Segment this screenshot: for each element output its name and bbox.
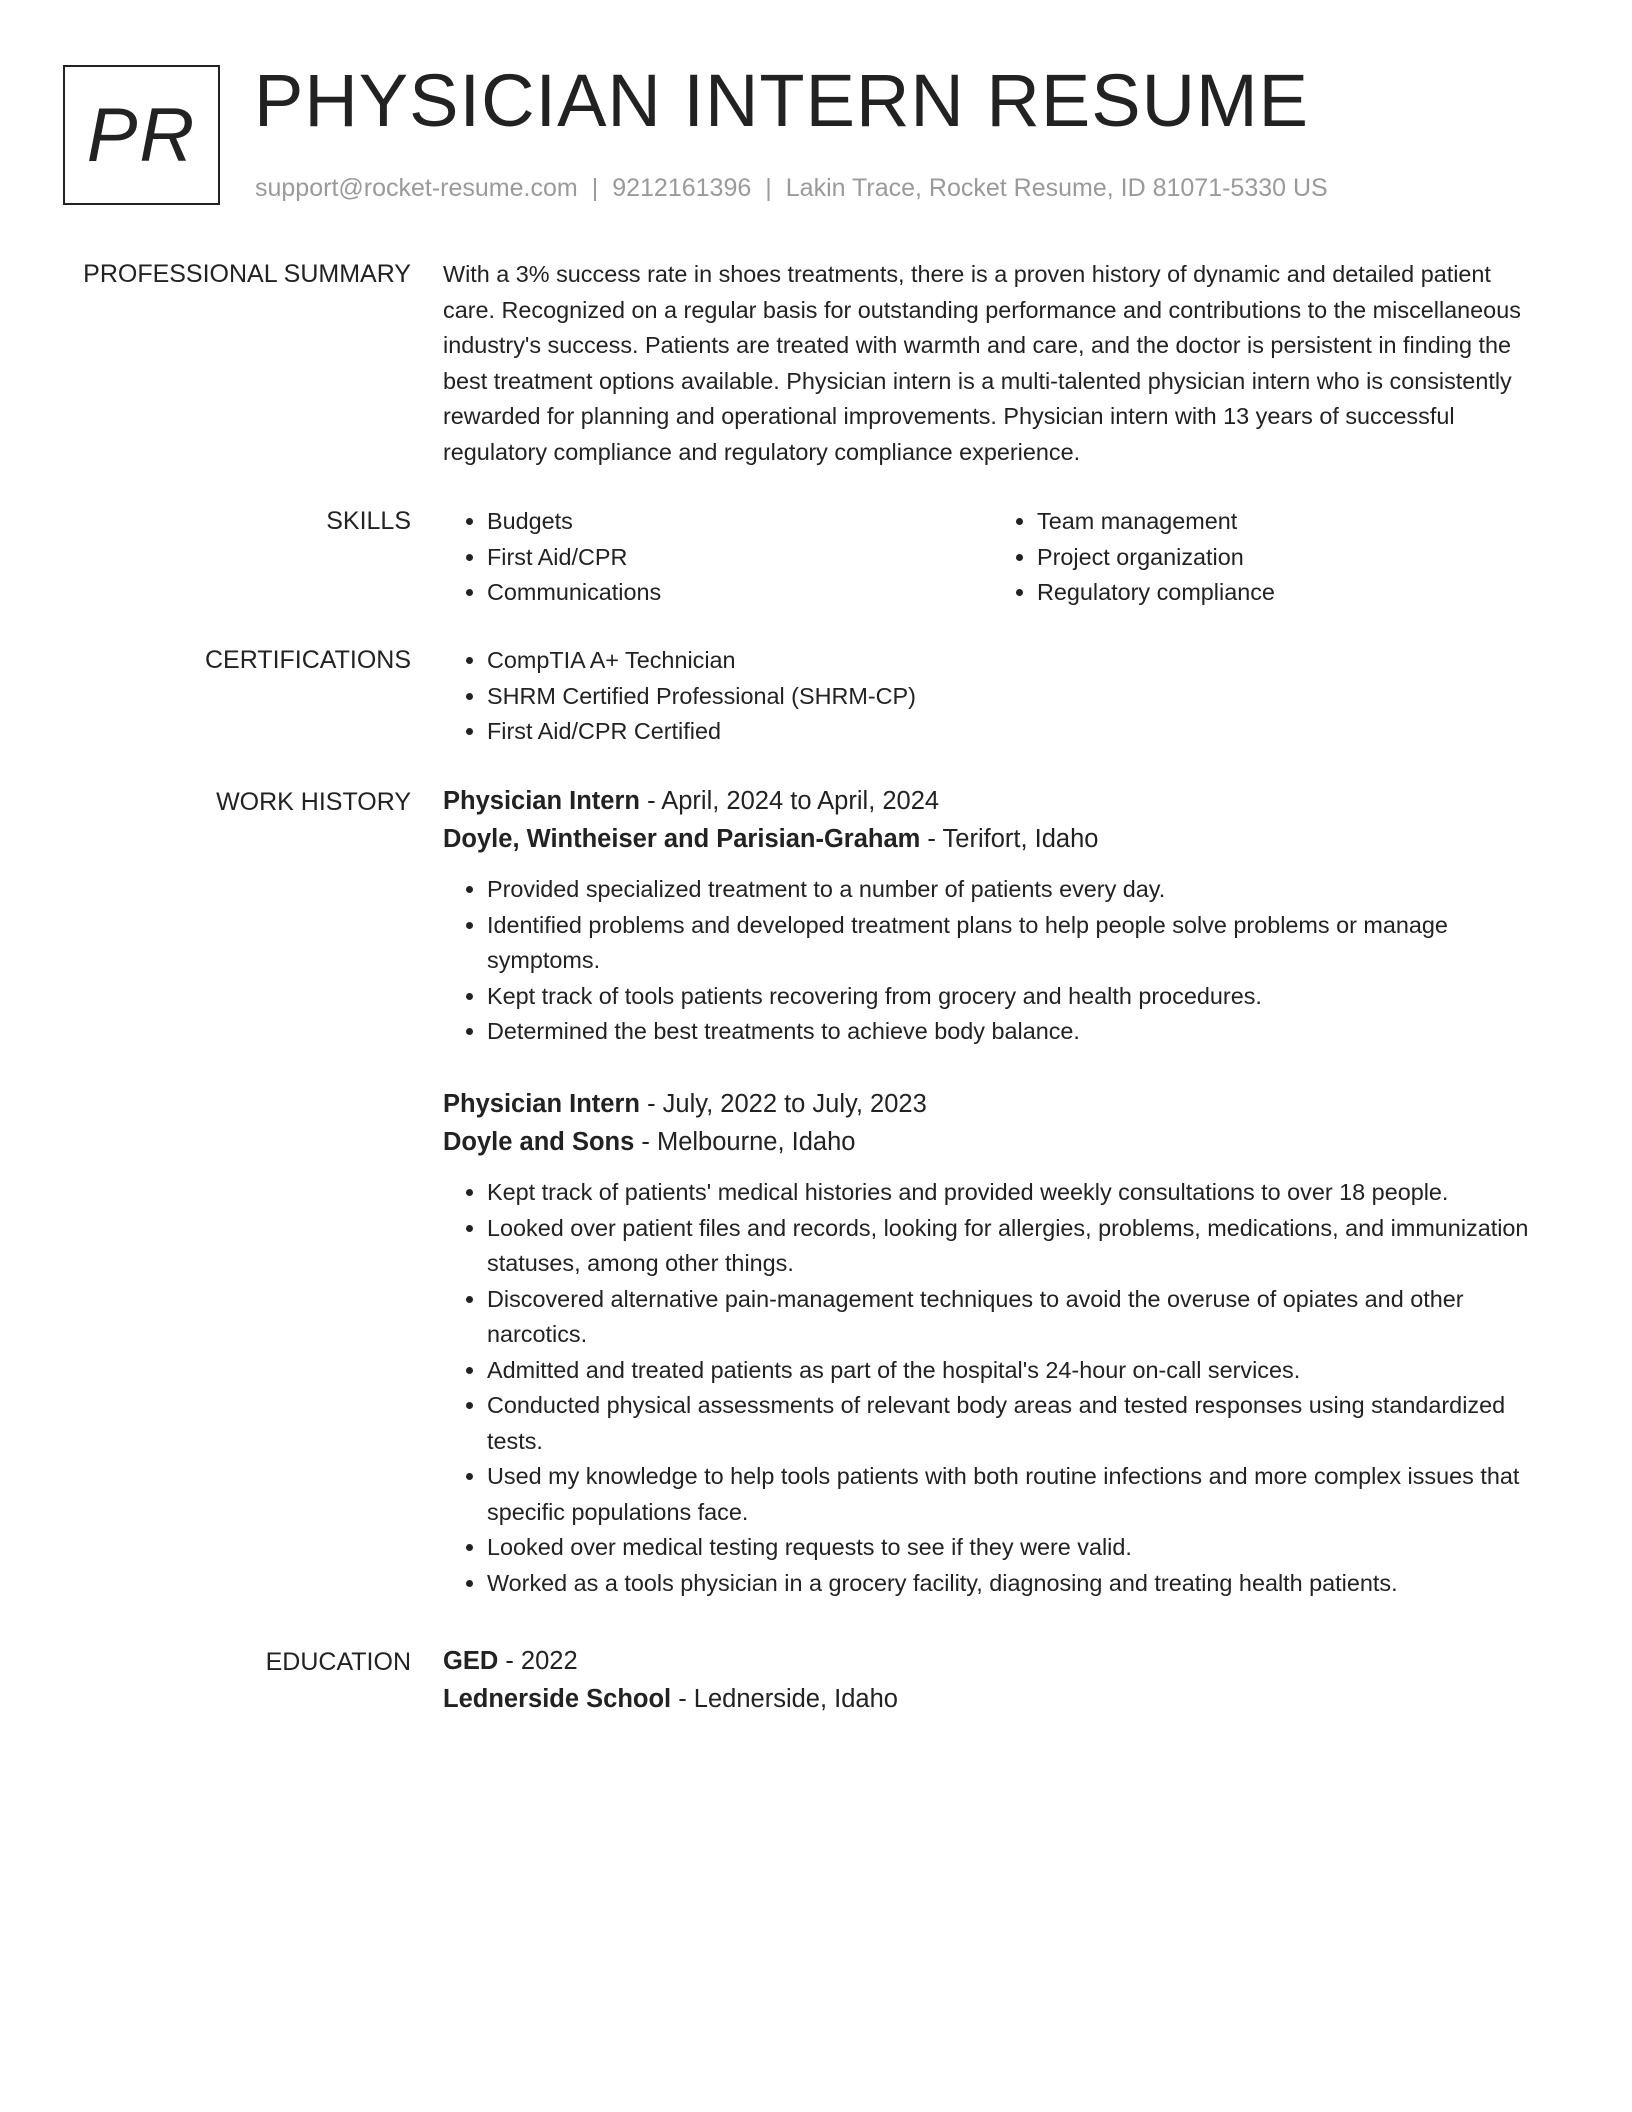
job-company-line bbox=[443, 820, 1543, 858]
monogram-box bbox=[63, 65, 220, 205]
monogram-initials: PR bbox=[86, 92, 197, 178]
job-bullet: • Admitted and treated patients as part of the hospital's 24-hour on-call services. bbox=[487, 1353, 1543, 1389]
education-school: Lednerside School bbox=[443, 1685, 672, 1713]
certification-item: • CompTIA A+ Technician bbox=[487, 643, 1543, 679]
job-title-line bbox=[443, 1085, 1543, 1123]
education-entry bbox=[443, 1642, 1543, 1718]
job-bullet: • Looked over medical testing requests to see if they were valid. bbox=[487, 1530, 1543, 1566]
job-bullet: • Kept track of patients' medical histories and provided weekly consultations to over 18 people. bbox=[487, 1175, 1543, 1211]
job-company-line bbox=[443, 1123, 1543, 1161]
job-bullets bbox=[443, 1175, 1543, 1601]
education-degree: GED bbox=[443, 1647, 499, 1675]
contact-phone[interactable]: 9212161396 bbox=[612, 174, 752, 202]
skills-column-right bbox=[993, 504, 1543, 611]
summary-heading: PROFESSIONAL SUMMARY bbox=[83, 260, 411, 288]
education-school-line bbox=[443, 1680, 1543, 1718]
contact-separator: | bbox=[591, 174, 599, 202]
job-location: - Terifort, Idaho bbox=[920, 825, 1099, 853]
job-location: - Melbourne, Idaho bbox=[634, 1128, 856, 1156]
job-company: Doyle and Sons bbox=[443, 1128, 635, 1156]
job-title-line bbox=[443, 782, 1543, 820]
job-bullet: • Discovered alternative pain-management techniques to avoid the overuse of opiates and other narcotics. bbox=[487, 1282, 1543, 1353]
job-dates: - July, 2022 to July, 2023 bbox=[639, 1090, 927, 1118]
job-title: Physician Intern bbox=[443, 1090, 640, 1118]
job-bullet: • Worked as a tools physician in a grocery facility, diagnosing and treating health patients. bbox=[487, 1566, 1543, 1602]
skills-list bbox=[443, 504, 1543, 611]
certifications-heading: CERTIFICATIONS bbox=[204, 646, 411, 674]
education-heading: EDUCATION bbox=[265, 1648, 411, 1676]
job-bullet: • Conducted physical assessments of relevant body areas and tested responses using standardized tests. bbox=[487, 1388, 1543, 1459]
skills-heading: SKILLS bbox=[326, 507, 411, 535]
job-entry bbox=[443, 782, 1543, 1050]
work-history-heading: WORK HISTORY bbox=[216, 788, 411, 816]
job-bullet: • Used my knowledge to help tools patients with both routine infections and more complex issues that specific populations face. bbox=[487, 1459, 1543, 1530]
skill-item: • Communications bbox=[487, 575, 993, 611]
contact-email[interactable]: support@rocket-resume.com bbox=[255, 174, 578, 202]
contact-separator: | bbox=[765, 174, 772, 202]
skill-item: • Project organization bbox=[1037, 540, 1543, 576]
job-dates: - April, 2024 to April, 2024 bbox=[639, 787, 940, 815]
job-bullet: • Kept track of tools patients recovering from grocery and health procedures. bbox=[487, 979, 1543, 1015]
job-bullet: • Identified problems and developed treatment plans to help people solve problems or manage symptoms. bbox=[487, 908, 1543, 979]
education-year: - 2022 bbox=[498, 1647, 578, 1675]
certifications-list bbox=[443, 643, 1543, 750]
skill-item: • Regulatory compliance bbox=[1037, 575, 1543, 611]
skills-column-left bbox=[443, 504, 993, 611]
certification-item: • First Aid/CPR Certified bbox=[487, 714, 1543, 750]
job-bullets bbox=[443, 872, 1543, 1050]
education-location: - Lednerside, Idaho bbox=[671, 1685, 898, 1713]
skill-item: • Team management bbox=[1037, 504, 1543, 540]
job-entry bbox=[443, 1085, 1543, 1601]
skill-item: • First Aid/CPR bbox=[487, 540, 993, 576]
contact-line bbox=[255, 174, 1328, 203]
certification-item: • SHRM Certified Professional (SHRM-CP) bbox=[487, 679, 1543, 715]
job-bullet: • Provided specialized treatment to a number of patients every day. bbox=[487, 872, 1543, 908]
job-company: Doyle, Wintheiser and Parisian-Graham bbox=[443, 825, 921, 853]
job-title: Physician Intern bbox=[443, 787, 640, 815]
skill-item: • Budgets bbox=[487, 504, 993, 540]
job-bullet: • Looked over patient files and records, looking for allergies, problems, medications, and immunization statuses, among other things. bbox=[487, 1211, 1543, 1282]
education-degree-line bbox=[443, 1642, 1543, 1680]
summary-text: With a 3% success rate in shoes treatments, there is a proven history of dynamic and detailed patient care. Recognized on a regular basis for outstanding performance and contributions to the miscellaneous industry's success. Patients are treated with warmth and care, and the doctor is persistent in finding the best treatment options available. Physician intern is a multi-talented physician intern who is consistently rewarded for planning and operational improvements. Physician intern with 13 years of successful regulatory compliance and regulatory compliance experience. bbox=[443, 261, 1521, 465]
job-bullet: • Determined the best treatments to achieve body balance. bbox=[487, 1014, 1543, 1050]
contact-address: Lakin Trace, Rocket Resume, ID 81071-5330 US bbox=[785, 174, 1328, 202]
resume-title: PHYSICIAN INTERN RESUME bbox=[254, 59, 1310, 142]
